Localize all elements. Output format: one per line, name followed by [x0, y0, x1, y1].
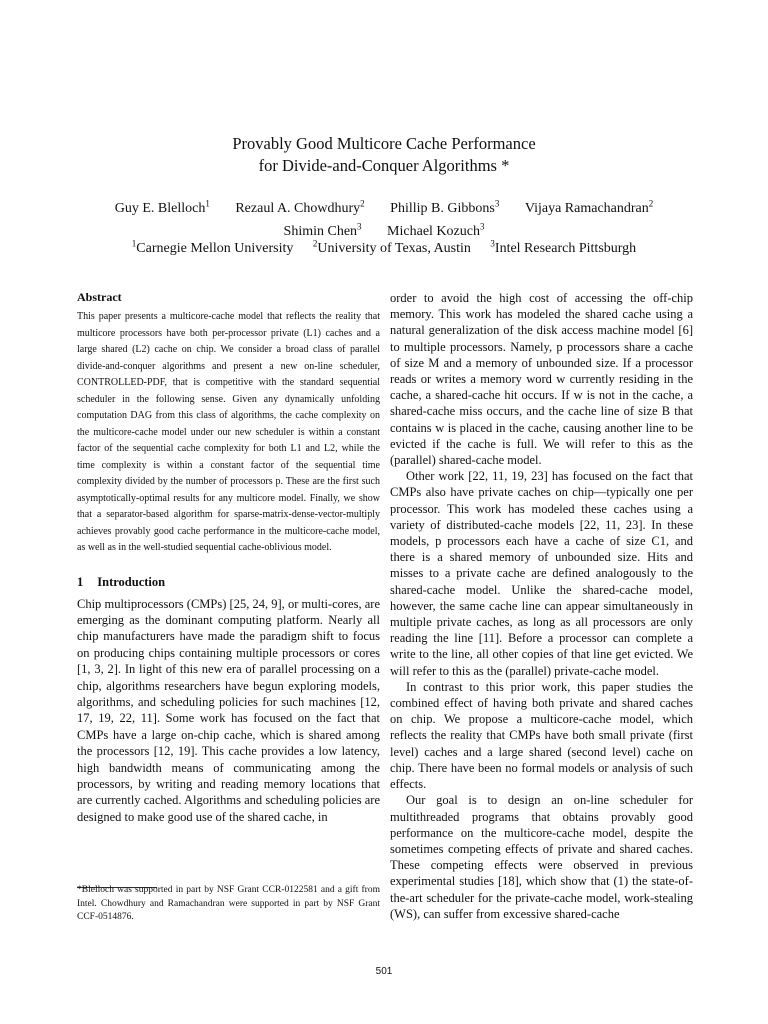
footnote: *Blelloch was supported in part by NSF Grant CCR-0122581 and a gift from Intel. Chowdhury and Ramachandran were supported in part by NSF Grant CCF-0514876.: [77, 885, 380, 922]
intro-paragraph-1: Chip multiprocessors (CMPs) [25, 24, 9], or multi-cores, are emerging as the dominant computing platform. Nearly all chip manufacturers have made the paradigm shift to focus on producing chips containing multiple processors or cores [1, 3, 2]. In light of this new era of parallel processing on a chip, algorithms researchers have begun exploring models, algorithms, and scheduling policies for such machines [12, 17, 19, 22, 11]. Some work has focused on the fact that CMPs have a large on-chip cache, which is shared among the processors [12, 19]. This cache provides a low latency, high bandwidth means of communicating among the processors, by writing and reading memory locations that are currently cached. Algorithms and scheduling policies are designed to make good use of the shared cache, in: [77, 596, 380, 824]
author: Rezaul A. Chowdhury$^2$: [235, 198, 365, 216]
author-row-1: [0, 194, 768, 218]
right-paragraph-3: In contrast to this prior work, this paper studies the combined effect of having both private and shared caches on chip. We propose a multicore-cache model, which reflects the reality that CMPs have both small private (first level) caches and a large shared (second level) cache on chip. There have been no formal models or analysis of such effects.: [390, 679, 693, 792]
author-block: [0, 194, 768, 241]
author: Phillip B. Gibbons$^3$: [390, 198, 500, 216]
author: Michael Kozuch$^3$: [387, 221, 485, 240]
right-paragraph-2: Other work [22, 11, 19, 23] has focused on the fact that CMPs also have private caches on chip—typically one per processor. This work has modeled these caches using a variety of distributed-cache models [22, 11, 23]. In these models, p processors each have a cache of size C1, and there is a shared memory of unbounded size. Hits and misses to a private cache are defined analogously to the shared-cache model. Unlike the shared-cache model, however, the same cache line can appear simultaneously in multiple private caches, as long as all processors are only reading the line [11]. Before a processor can complete a write to the line, all other copies of that line get evicted. We will refer to this as the (parallel) private-cache model.: [390, 469, 693, 678]
abstract-heading: Abstract: [77, 290, 122, 304]
affiliation: $^2$University of Texas, Austin: [312, 238, 471, 256]
right-column: [390, 290, 693, 922]
affiliation: $^1$Carnegie Mellon University: [131, 238, 294, 256]
section-heading: [77, 575, 380, 590]
page-number: 501: [375, 966, 393, 977]
section-number: 1: [77, 574, 84, 589]
author: Shimin Chen$^3$: [283, 221, 362, 240]
affiliation: $^3$Intel Research Pittsburgh: [490, 238, 637, 256]
author: Guy E. Blelloch$^1$: [114, 198, 210, 216]
left-column: [77, 290, 380, 825]
right-paragraph-4: Our goal is to design an on-line scheduler for multithreaded programs that obtains provably good performance on the multicore-cache model, despite the sometimes competing effects of private and shared caches. These competing effects were observed in previous experimental studies [18], which show that (1) the state-of-the-art scheduler for the private-cache model, work-stealing (WS), can suffer from excessive shared-cache: [390, 793, 693, 921]
right-paragraph-1: order to avoid the high cost of accessing the off-chip memory. This work has modeled the shared cache using a natural generalization of the disk access machine model [6] to multiple processors. Namely, p processors share a cache of size M and a memory of unbounded size. If a processor reads or writes a memory word w currently residing in the cache, a shared-cache hit occurs. If w is not in the cache, a shared-cache miss occurs, and the cache line of size B that contains w is placed in the cache, causing another line to be evicted if the cache is full. We will refer to this as the (parallel) shared-cache model.: [390, 291, 693, 468]
title-line-2: for Divide-and-Conquer Algorithms *: [258, 156, 510, 175]
abstract-text: This paper presents a multicore-cache model that reflects the reality that multicore processors have both per-processor private (L1) caches and a large shared (L2) cache on chip. We consider a broad class of parallel divide-and-conquer algorithms and present a new on-line scheduler, CONTROLLED-PDF, that is competitive with the standard sequential scheduler in the following sense. Given any dynamically unfolding computation DAG from this class of algorithms, the cache complexity on the multicore-cache model under our new scheduler is within a constant factor of the sequential cache complexity for both L1 and L2, while the time complexity is within a constant factor of the sequential time complexity divided by the number of processors p. These are the first such asymptotically-optimal results for any multicore model. Finally, we show that a separator-based algorithm for sparse-matrix-dense-vector-multiply achieves provably good cache performance in the multicore-cache model, as well as in the well-studied sequential cache-oblivious model.: [77, 311, 380, 553]
author: Vijaya Ramachandran$^2$: [524, 198, 654, 216]
title-line-1: Provably Good Multicore Cache Performance: [232, 134, 536, 153]
paper-title: [0, 133, 768, 177]
affiliations: [0, 238, 768, 257]
section-title: Introduction: [97, 574, 166, 589]
